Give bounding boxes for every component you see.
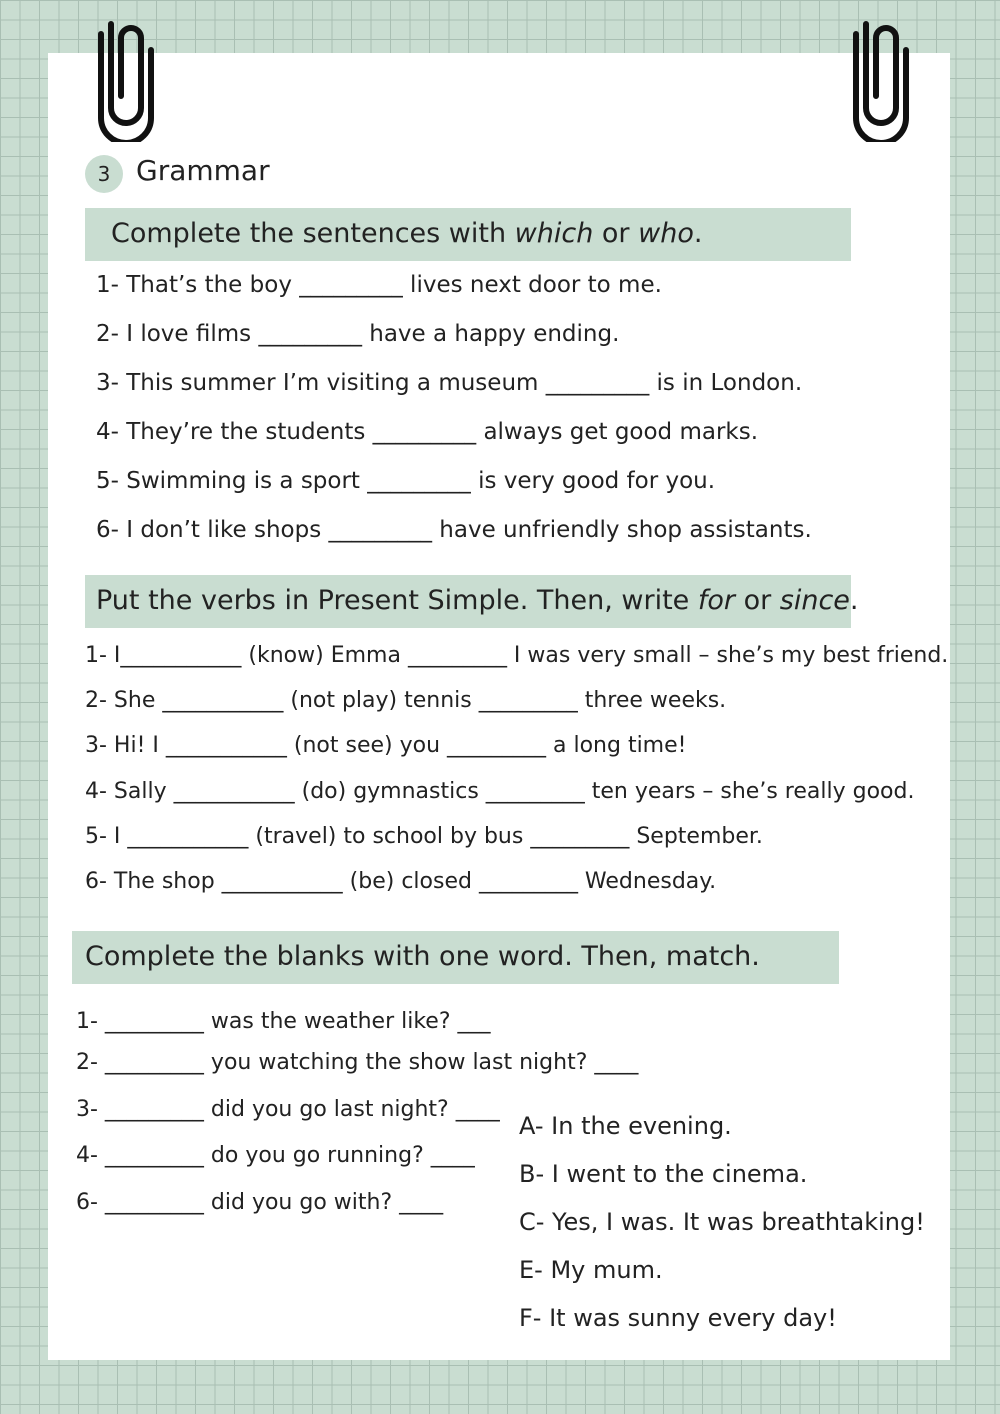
section-number-badge: 3 [85,155,123,193]
paperclip-icon [95,20,157,142]
exercise3-answer: C- Yes, I was. It was breathtaking! [519,1208,925,1236]
exercise3-answer: E- My mum. [519,1256,663,1284]
exercise2-item: 2- She ___________ (not play) tennis _________ three weeks. [85,688,727,713]
exercise3-answer: B- I went to the cinema. [519,1160,808,1188]
exercise2-item: 5- I ___________ (travel) to school by bus _________ September. [85,824,763,849]
exercise1-item: 6- I don’t like shops _________ have unfriendly shop assistants. [96,517,812,543]
exercise3-question: 1- _________ was the weather like? ___ [76,1009,491,1034]
exercise3-question: 6- _________ did you go with? ____ [76,1190,444,1215]
exercise2-item: 1- I___________ (know) Emma _________ I was very small – she’s my best friend. [85,643,949,668]
exercise3-answer: A- In the evening. [519,1112,732,1140]
paperclip-icon [850,20,912,142]
exercise2-item: 6- The shop ___________ (be) closed _________ Wednesday. [85,869,717,894]
exercise1-item: 4- They’re the students _________ always get good marks. [96,419,759,445]
exercise1-item: 5- Swimming is a sport _________ is very good for you. [96,468,716,494]
exercise3-instruction: Complete the blanks with one word. Then, match. [72,931,839,984]
exercise1-instruction: Complete the sentences with which or who. [85,208,851,261]
exercise3-question: 3- _________ did you go last night? ____ [76,1097,500,1122]
section-title: Grammar [136,154,270,187]
exercise2-instruction: Put the verbs in Present Simple. Then, write for or since. [85,575,851,628]
exercise3-question: 2- _________ you watching the show last night? ____ [76,1050,639,1075]
exercise2-item: 4- Sally ___________ (do) gymnastics _________ ten years – she’s really good. [85,779,915,804]
exercise3-answer: F- It was sunny every day! [519,1304,837,1332]
exercise1-item: 1- That’s the boy _________ lives next door to me. [96,272,662,298]
exercise1-item: 2- I love films _________ have a happy ending. [96,321,620,347]
exercise3-question: 4- _________ do you go running? ____ [76,1143,475,1168]
exercise2-item: 3- Hi! I ___________ (not see) you _________ a long time! [85,733,687,758]
exercise1-item: 3- This summer I’m visiting a museum _________ is in London. [96,370,803,396]
